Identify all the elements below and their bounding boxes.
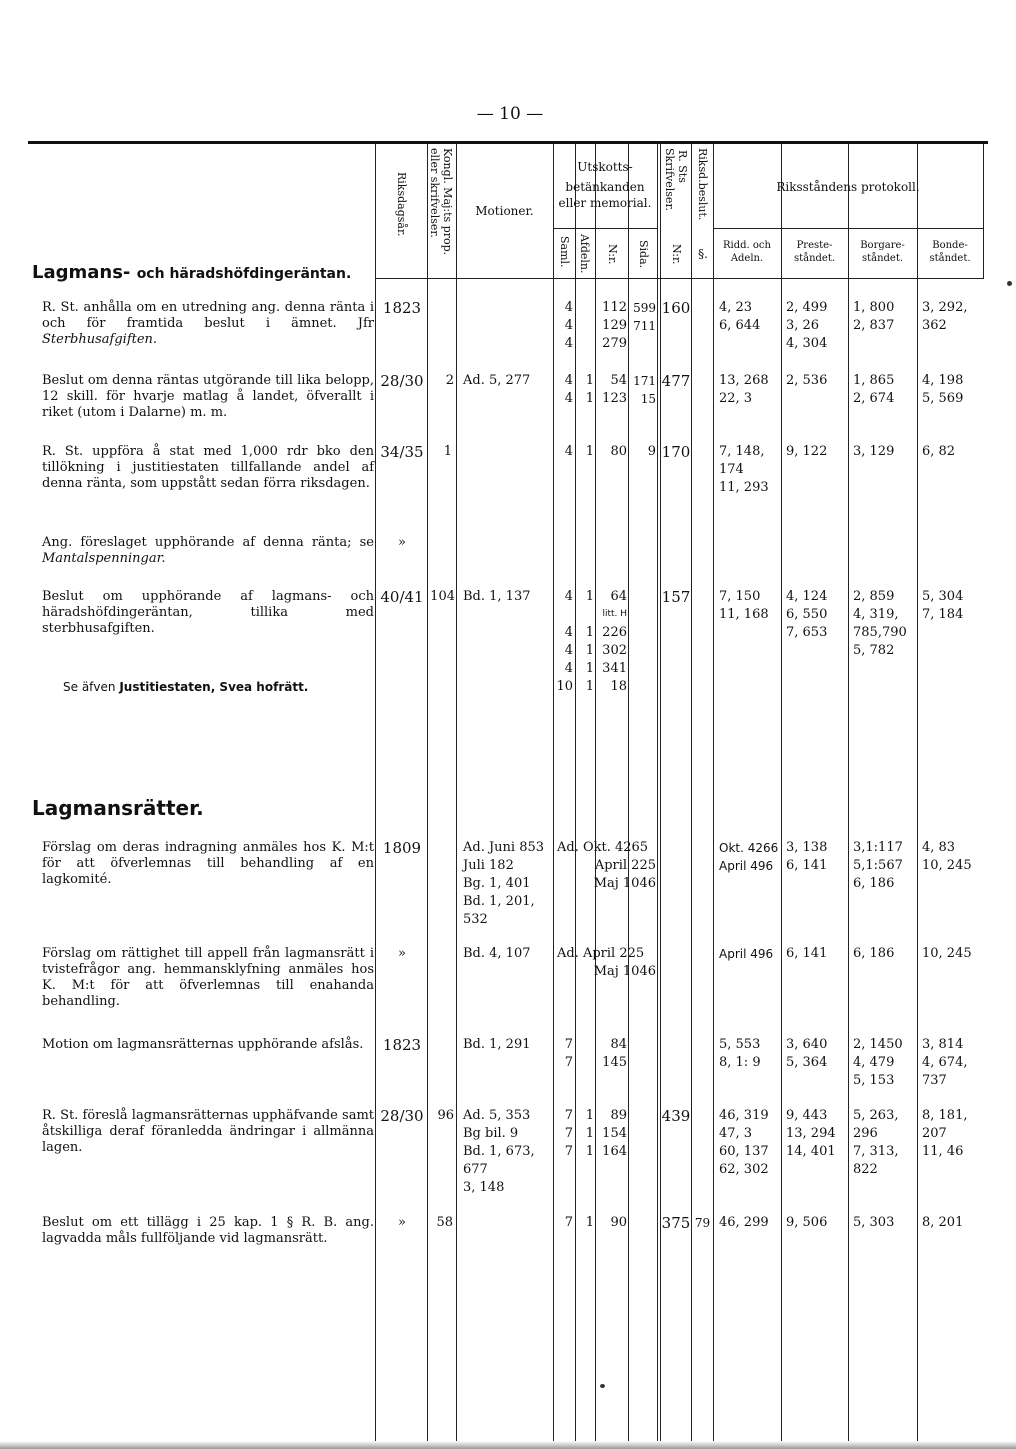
bonde-cell: 4, 674, (922, 1055, 968, 1070)
ridd-cell: 60, 137 (719, 1144, 769, 1159)
motioner-cell: Ad. 5, 277 (463, 373, 531, 388)
nr-cell: 54 (610, 373, 627, 388)
borgare-cell: 3, 129 (853, 444, 895, 459)
saml-cell: 7 (564, 1126, 573, 1141)
bonde-cell: 3, 292, (922, 300, 968, 315)
borgare-cell: 6, 186 (853, 946, 895, 961)
saml-cell: 4 (564, 391, 573, 406)
col-sep (917, 143, 918, 1449)
afdeln-cell: 1 (585, 1144, 594, 1159)
ridd-cell: 46, 299 (719, 1215, 769, 1230)
rsts-cell: 477 (661, 372, 691, 390)
motioner-cell: 677 (463, 1162, 488, 1177)
header-riksd-beslut: Riksd.beslut. (696, 148, 709, 221)
preste-cell: 6, 141 (786, 858, 828, 873)
bonde-cell: 4, 198 (922, 373, 964, 388)
saml-cell: 4 (564, 300, 573, 315)
preste-cell: 4, 124 (786, 589, 828, 604)
header-kongl-1: Kongl. Maj:ts prop. (441, 148, 454, 256)
header-saml: Saml. (558, 236, 571, 268)
ridd-cell: 8, 1: 9 (719, 1055, 761, 1070)
bonde-cell: 5, 569 (922, 391, 964, 406)
year-cell: 40/41 (380, 588, 424, 606)
ridd-cell: 13, 268 (719, 373, 769, 388)
borgare-cell: 4, 479 (853, 1055, 895, 1070)
bottom-edge (0, 1441, 1016, 1449)
entry-description: Beslut om upphörande af lagmans- och häradshöfdingeräntan, tillika med sterbhusafgiften. (42, 589, 374, 636)
header-preste-1: Preste- (796, 240, 833, 251)
sida-cell: 599 (633, 301, 656, 315)
nr-cell: 84 (610, 1037, 627, 1052)
ridd-cell: 46, 319 (719, 1108, 769, 1123)
nr-cell: 90 (610, 1215, 627, 1230)
ridd-cell: 6, 644 (719, 318, 761, 333)
col-sep (781, 143, 782, 1449)
saml-cell: 4 (564, 336, 573, 351)
borgare-cell: 2, 837 (853, 318, 895, 333)
preste-cell: 2, 536 (786, 373, 828, 388)
header-bonde-2: ståndet. (929, 253, 971, 264)
header-paragraf: §. (698, 247, 708, 261)
ridd-cell: 11, 168 (719, 607, 769, 622)
top-rule (28, 141, 988, 144)
header-bonde-1: Bonde- (932, 240, 968, 251)
nr-cell: litt. H (602, 609, 627, 619)
nr-cell: 279 (602, 336, 627, 351)
bonde-cell: 10, 245 (922, 858, 972, 873)
rsts-cell: 157 (661, 588, 691, 606)
entry-description: Beslut om denna räntas utgörande till lika belopp, 12 skill. för hvarje matlag å landet, öfverallt i riket (utom i Dalarne) m. m. (42, 373, 374, 420)
bonde-cell: 8, 181, (922, 1108, 968, 1123)
preste-cell: 3, 640 (786, 1037, 828, 1052)
nr-cell: 226 (602, 625, 627, 640)
motioner-cell: 532 (463, 912, 488, 927)
afdeln-cell: 1 (585, 391, 594, 406)
sida-cell: 711 (633, 319, 656, 333)
bonde-cell: 11, 46 (922, 1144, 964, 1159)
afdeln-cell: 1 (585, 1215, 594, 1230)
motioner-cell: Bd. 1, 137 (463, 589, 531, 604)
preste-cell: 3, 26 (786, 318, 820, 333)
ridd-cell: 47, 3 (719, 1126, 753, 1141)
header-preste-2: ståndet. (793, 253, 836, 264)
saml-cell: 7 (564, 1108, 573, 1123)
kongl-cell: 2 (445, 373, 454, 388)
entry-description: Förslag om deras indragning anmäles hos K. M:t för att öfverlemnas till behandling af en lagkomité. (42, 840, 374, 887)
header-utskott-1: Utskotts- (577, 160, 633, 174)
ridd-cell: 22, 3 (719, 391, 753, 406)
borgare-cell: 1, 865 (853, 373, 895, 388)
col-sep (848, 143, 849, 1449)
borgare-cell: 5, 153 (853, 1073, 895, 1088)
afdeln-cell: 1 (585, 625, 594, 640)
borgare-cell: 822 (853, 1162, 878, 1177)
bonde-cell: 362 (922, 318, 947, 333)
saml-cell: 4 (564, 643, 573, 658)
saml-cell: 4 (564, 589, 573, 604)
afdeln-cell: 1 (585, 661, 594, 676)
nr-cell: 154 (602, 1126, 627, 1141)
utskott-cell: Maj 1046 (593, 876, 656, 891)
preste-cell: 9, 506 (786, 1215, 828, 1230)
header-kongl-2: eller skrifvelser. (428, 148, 441, 238)
motioner-cell: 3, 148 (463, 1180, 505, 1195)
year-cell: 28/30 (380, 372, 424, 390)
ridd-cell: 11, 293 (719, 480, 769, 495)
col-sep (575, 143, 576, 1449)
rsts-cell: 170 (661, 443, 691, 461)
section-title-lagmansratter: Lagmansrätter. (32, 796, 204, 820)
ridd-cell: 7, 150 (719, 589, 761, 604)
motioner-cell: Ad. Juni 853 (463, 840, 545, 855)
header-rsts-1: R. Sts (676, 150, 689, 183)
header-bottom-rule (375, 278, 983, 279)
borgare-cell: 296 (853, 1126, 878, 1141)
kongl-cell: 58 (436, 1215, 453, 1230)
bonde-cell: 737 (922, 1073, 947, 1088)
bonde-cell: 4, 83 (922, 840, 956, 855)
col-sep (456, 143, 457, 1449)
bonde-cell: 6, 82 (922, 444, 956, 459)
entry-description: Förslag om rättighet till appell från lagmansrätt i tvistefrågor ang. hemmansklyfning anmäles hos K. M:t för att öfverlemnas till enahanda behandling. (42, 946, 374, 1009)
nr-cell: 112 (602, 300, 627, 315)
page-number: — 10 — (476, 104, 544, 124)
sida-cell: 9 (647, 444, 656, 459)
saml-cell: 7 (564, 1215, 573, 1230)
borgare-cell: 2, 1450 (853, 1037, 903, 1052)
saml-cell: 10 (556, 679, 573, 694)
header-borgare-2: ståndet. (861, 253, 904, 264)
saml-cell: 4 (564, 373, 573, 388)
preste-cell: 14, 401 (786, 1144, 836, 1159)
bonde-cell: 207 (922, 1126, 947, 1141)
motioner-cell: Bd. 1, 291 (463, 1037, 531, 1052)
ridd-cell: April 496 (719, 859, 774, 873)
preste-cell: 4, 304 (786, 336, 828, 351)
entry-description: Beslut om ett tillägg i 25 kap. 1 § R. B. ang. lagvadda måls fullföljande vid lagmansrätt. (42, 1215, 374, 1246)
borgare-cell: 1, 800 (853, 300, 895, 315)
motioner-cell: Bd. 4, 107 (463, 946, 531, 961)
motioner-cell: Bd. 1, 673, (463, 1144, 535, 1159)
header-utskott-3: eller memorial. (558, 196, 652, 210)
year-cell: 1809 (382, 839, 422, 857)
saml-cell: 7 (564, 1037, 573, 1052)
nr-cell: 164 (602, 1144, 627, 1159)
kongl-cell: 1 (443, 444, 452, 459)
col-sep (983, 143, 984, 279)
nr-cell: 145 (602, 1055, 627, 1070)
col-sep (595, 143, 596, 1449)
ridd-cell: 7, 148, (719, 444, 765, 459)
afdeln-cell: 1 (585, 643, 594, 658)
col-sep (628, 143, 629, 1449)
preste-cell: 6, 141 (786, 946, 828, 961)
nr-cell: 18 (610, 679, 627, 694)
motioner-cell: Bd. 1, 201, (463, 894, 535, 909)
year-cell: » (398, 946, 406, 961)
borgare-cell: 5,1:567 (853, 858, 903, 873)
borgare-cell: 2, 859 (853, 589, 895, 604)
afdeln-cell: 1 (585, 1126, 594, 1141)
entry-description: R. St. uppföra å stat med 1,000 rdr bko den tillökning i justitiestaten tillfallande andel af denna ränta, som uppstått sedan förra riksdagen. (42, 444, 374, 491)
section-title-lagmansrantan: Lagmans- och häradshöfdingeräntan. (32, 262, 352, 283)
borgare-cell: 3,1:117 (853, 840, 903, 855)
year-cell: » (398, 1215, 406, 1230)
bonde-cell: 5, 304 (922, 589, 964, 604)
header-subrule (553, 228, 657, 229)
borgare-cell: 5, 303 (853, 1215, 895, 1230)
header-subrule (713, 228, 983, 229)
nr-cell: 123 (602, 391, 627, 406)
ridd-cell: Okt. 4266 (719, 841, 779, 855)
sida-cell: 171 (633, 374, 656, 388)
utskott-cell: April 225 (594, 858, 656, 873)
afdeln-cell: 1 (585, 1108, 594, 1123)
col-sep (427, 143, 428, 1449)
nr-cell: 129 (602, 318, 627, 333)
header-borgare-1: Borgare- (860, 240, 905, 251)
col-sep (713, 143, 714, 1449)
header-motioner: Motioner. (475, 204, 534, 218)
header-rsts-2: Skrifvelser. (663, 148, 676, 211)
entry-description: Ang. föreslaget upphörande af denna ränta; se Mantalspenningar. (42, 535, 374, 566)
header-protokoll: Riksståndens protokoll. (776, 180, 920, 194)
saml-cell: 7 (564, 1144, 573, 1159)
borgare-cell: 4, 319, (853, 607, 899, 622)
year-cell: 1823 (382, 1036, 422, 1054)
preste-cell: 9, 122 (786, 444, 828, 459)
col-sep (691, 143, 692, 1449)
utskott-cell: Ad. Okt. 4265 (557, 840, 649, 855)
ridd-cell: 174 (719, 462, 744, 477)
saml-cell: 4 (564, 444, 573, 459)
rsts-cell: 375 (661, 1214, 691, 1232)
header-afdeln: Afdeln. (578, 234, 591, 274)
paragraf-cell: 79 (694, 1216, 711, 1230)
scan-mark (600, 1384, 605, 1388)
afdeln-cell: 1 (585, 679, 594, 694)
preste-cell: 6, 550 (786, 607, 828, 622)
saml-cell: 4 (564, 318, 573, 333)
borgare-cell: 2, 674 (853, 391, 895, 406)
bonde-cell: 7, 184 (922, 607, 964, 622)
col-sep (657, 143, 658, 1449)
motioner-cell: Juli 182 (463, 858, 514, 873)
col-sep (375, 143, 376, 1449)
preste-cell: 13, 294 (786, 1126, 836, 1141)
preste-cell: 5, 364 (786, 1055, 828, 1070)
ridd-cell: 62, 302 (719, 1162, 769, 1177)
saml-cell: 7 (564, 1055, 573, 1070)
header-ridd-1: Ridd. och (723, 240, 771, 251)
year-cell: 1823 (382, 299, 422, 317)
borgare-cell: 6, 186 (853, 876, 895, 891)
header-utskott-2: betänkanden (565, 180, 645, 194)
header-riksdagsar: Riksdagsår. (395, 172, 408, 237)
nr-cell: 64 (610, 589, 627, 604)
col-sep (660, 143, 661, 1449)
motioner-cell: Bg. 1, 401 (463, 876, 531, 891)
preste-cell: 2, 499 (786, 300, 828, 315)
motioner-cell: Bg bil. 9 (463, 1126, 519, 1141)
year-cell: 34/35 (380, 443, 424, 461)
rsts-cell: 439 (661, 1107, 691, 1125)
sida-cell: 15 (640, 392, 656, 406)
bonde-cell: 10, 245 (922, 946, 972, 961)
nr-cell: 80 (610, 444, 627, 459)
ridd-cell: 4, 23 (719, 300, 753, 315)
header-nr: N:r. (606, 244, 619, 265)
entry-description: R. St. anhålla om en utredning ang. denna ränta i och för framtida beslut i ämnet. Jfr Sterbhusafgiften. (42, 300, 374, 347)
motioner-cell: Ad. 5, 353 (463, 1108, 531, 1123)
borgare-cell: 7, 313, (853, 1144, 899, 1159)
borgare-cell: 785,790 (853, 625, 907, 640)
borgare-cell: 5, 263, (853, 1108, 899, 1123)
kongl-cell: 104 (430, 589, 455, 604)
year-cell: 28/30 (380, 1107, 424, 1125)
utskott-cell: Maj 1046 (593, 964, 656, 979)
nr-cell: 302 (602, 643, 627, 658)
ridd-cell: April 496 (719, 947, 774, 961)
kongl-cell: 96 (437, 1108, 454, 1123)
saml-cell: 4 (564, 625, 573, 640)
afdeln-cell: 1 (585, 444, 594, 459)
nr-cell: 89 (610, 1108, 627, 1123)
preste-cell: 7, 653 (786, 625, 828, 640)
rsts-cell: 160 (661, 299, 691, 317)
ridd-cell: 5, 553 (719, 1037, 761, 1052)
col-sep (553, 143, 554, 1449)
entry-description: Motion om lagmansrätternas upphörande afslås. (42, 1037, 364, 1052)
preste-cell: 9, 443 (786, 1108, 828, 1123)
bonde-cell: 3, 814 (922, 1037, 964, 1052)
afdeln-cell: 1 (585, 589, 594, 604)
saml-cell: 4 (564, 661, 573, 676)
header-sida: Sida. (637, 240, 650, 269)
nr-cell: 341 (602, 661, 627, 676)
borgare-cell: 5, 782 (853, 643, 895, 658)
scan-mark (1007, 281, 1012, 286)
header-ridd-2: Adeln. (730, 253, 764, 264)
header-rsts-nr: N:r. (670, 244, 683, 265)
see-also: Se äfven Justitiestaten, Svea hofrätt. (63, 680, 309, 694)
bonde-cell: 8, 201 (922, 1215, 964, 1230)
preste-cell: 3, 138 (786, 840, 828, 855)
entry-description: R. St. föreslå lagmansrätternas upphäfvande samt åtskilliga deraf föranledda ändringar i allmänna lagen. (42, 1108, 374, 1155)
utskott-cell: Ad. April 225 (557, 946, 645, 961)
year-cell: » (398, 535, 406, 550)
afdeln-cell: 1 (585, 373, 594, 388)
